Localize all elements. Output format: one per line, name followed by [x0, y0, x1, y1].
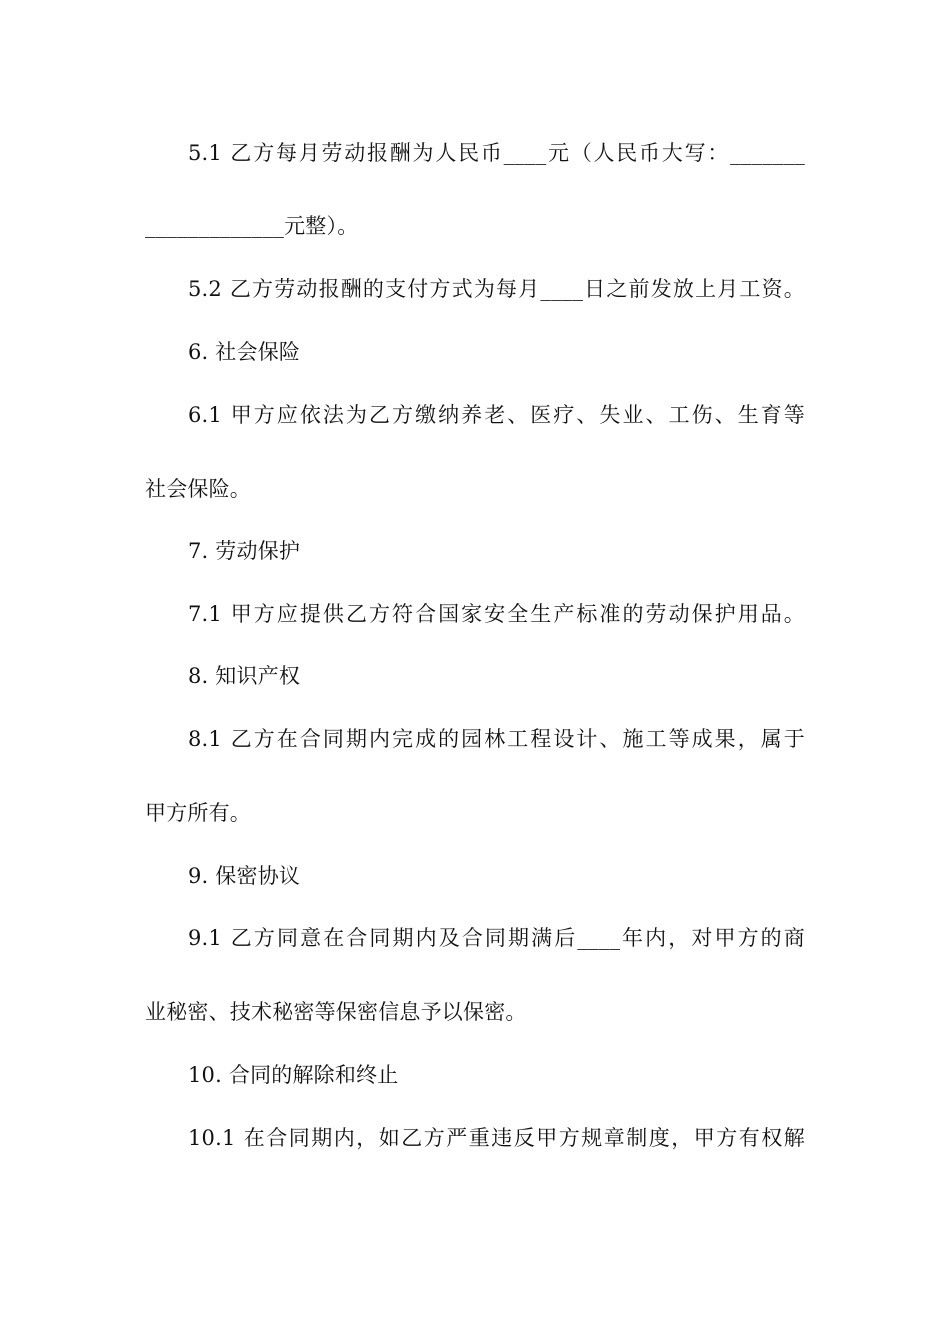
clause-8-1-line-1: 8.1 乙方在合同期内完成的园林工程设计、施工等成果，属于 [188, 727, 805, 751]
clause-5-2: 5.2 乙方劳动报酬的支付方式为每月____日之前发放上月工资。 [188, 277, 805, 301]
section-7-heading: 7. 劳动保护 [188, 539, 301, 563]
clause-5-1-line-2: _____________元整）。 [145, 214, 359, 238]
section-8-heading: 8. 知识产权 [188, 664, 301, 688]
clause-5-1-line-1: 5.1 乙方每月劳动报酬为人民币____元（人民币大写：_______ [188, 141, 805, 165]
section-10-heading: 10. 合同的解除和终止 [188, 1063, 399, 1087]
section-6-heading: 6. 社会保险 [188, 340, 301, 364]
clause-9-1-line-1: 9.1 乙方同意在合同期内及合同期满后____年内，对甲方的商 [188, 926, 805, 950]
clause-8-1-line-2: 甲方所有。 [145, 801, 251, 825]
clause-9-1-line-2: 业秘密、技术秘密等保密信息予以保密。 [145, 1000, 527, 1024]
clause-10-1-line-1: 10.1 在合同期内，如乙方严重违反甲方规章制度，甲方有权解 [188, 1126, 805, 1150]
clause-6-1-line-1: 6.1 甲方应依法为乙方缴纳养老、医疗、失业、工伤、生育等 [188, 403, 805, 427]
clause-6-1-line-2: 社会保险。 [145, 477, 251, 501]
clause-7-1: 7.1 甲方应提供乙方符合国家安全生产标准的劳动保护用品。 [188, 602, 805, 626]
section-9-heading: 9. 保密协议 [188, 864, 301, 888]
